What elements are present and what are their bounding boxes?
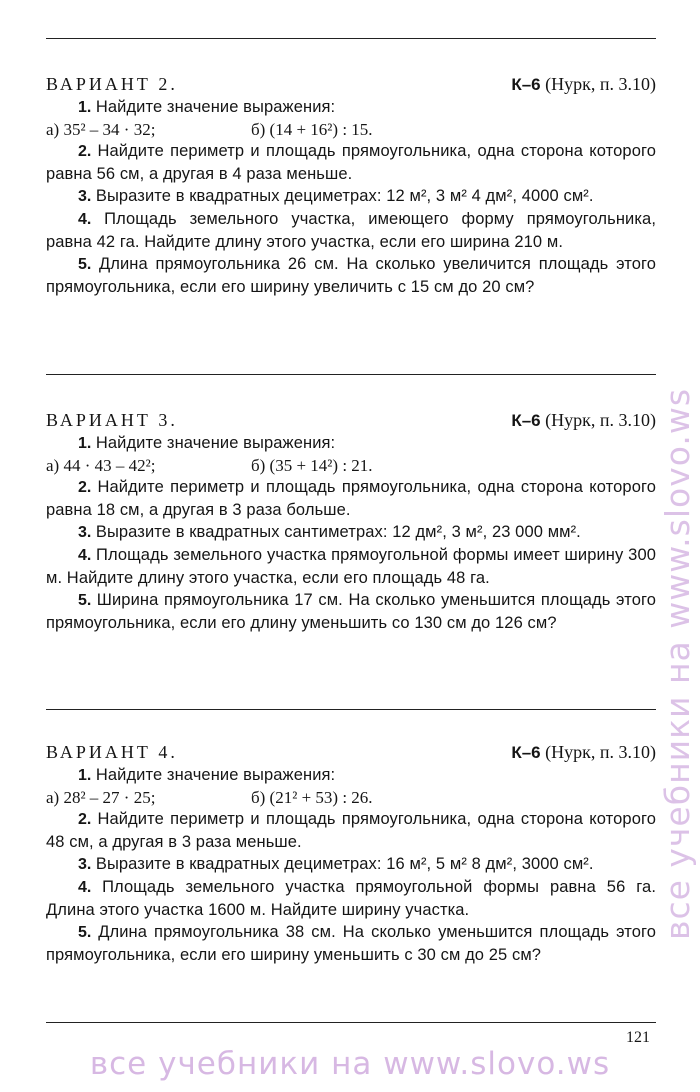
subtask-b: б) (35 + 14²) : 21. [251, 455, 373, 475]
task-number: 2. [78, 811, 92, 829]
task-1 [46, 432, 656, 455]
task-text: Длина прямоугольника 26 см. На сколько увеличится площадь этого прямоугольника, если его ширину увеличить с 15 см до 20 см? [46, 255, 657, 296]
task-number: 2. [78, 143, 92, 161]
subtasks [46, 119, 656, 141]
reference-source: (Нурк, п. 3.10) [540, 742, 656, 762]
variant-reference [511, 410, 656, 432]
variant-header [46, 74, 656, 96]
task-5 [46, 253, 656, 298]
task-text: Выразите в квадратных сантиметрах: 12 дм², 3 м², 23 000 мм². [95, 523, 581, 542]
task-number: 5. [78, 924, 92, 942]
task-2 [46, 808, 656, 853]
reference-source: (Нурк, п. 3.10) [540, 410, 656, 430]
task-5 [46, 921, 656, 966]
task-text: Найдите значение выражения: [95, 98, 336, 116]
page-number: 121 [626, 1029, 650, 1046]
subtask-a: а) 28² – 27 · 25; [46, 787, 156, 807]
task-4 [46, 544, 656, 589]
reference-source: (Нурк, п. 3.10) [540, 74, 656, 94]
subtask-b: б) (21² + 53) : 26. [251, 787, 373, 807]
top-rule [46, 38, 656, 39]
subtasks [46, 455, 656, 477]
bottom-rule [46, 1022, 656, 1023]
variant-4 [46, 742, 656, 966]
subtask-b: б) (14 + 16²) : 15. [251, 119, 373, 139]
task-text: Найдите значение выражения: [95, 766, 336, 784]
task-number: 4. [78, 546, 92, 564]
subtask-a: а) 35² – 34 · 32; [46, 119, 156, 139]
task-number: 2. [78, 479, 92, 497]
task-text: Выразите в квадратных дециметрах: 16 м², 5 м² 8 дм², 3000 см². [95, 855, 594, 874]
task-1 [46, 96, 656, 119]
task-5 [46, 589, 656, 634]
variant-title: ВАРИАНТ 2. [46, 74, 178, 94]
task-4 [46, 876, 656, 921]
task-number: 3. [78, 188, 92, 206]
variant-header [46, 742, 656, 764]
task-text: Найдите периметр и площадь прямоугольника, одна сторона которого равна 56 см, а другая в 4 раза меньше. [46, 142, 657, 183]
subtask-a: а) 44 · 43 – 42²; [46, 455, 156, 475]
task-1 [46, 764, 656, 787]
variant-title: ВАРИАНТ 4. [46, 742, 178, 762]
task-number: 1. [78, 99, 92, 116]
test-code: К–6 [511, 75, 541, 94]
task-text: Найдите периметр и площадь прямоугольника, одна сторона которого равна 18 см, а другая в 3 раза больше. [46, 478, 657, 519]
task-number: 5. [78, 592, 92, 610]
section-rule [46, 374, 656, 375]
task-number: 3. [78, 856, 92, 874]
watermark-side: все учебники на www.slovo.ws [658, 387, 697, 940]
task-number: 4. [78, 210, 92, 228]
watermark-bottom: все учебники на www.slovo.ws [89, 1046, 611, 1082]
task-text: Найдите значение выражения: [95, 434, 336, 452]
variant-reference [511, 742, 656, 764]
task-text: Длина прямоугольника 38 см. На сколько уменьшится площадь этого прямоугольника, если его ширину уменьшить с 30 см до 25 см? [46, 923, 657, 964]
task-3 [46, 185, 656, 208]
task-text: Площадь земельного участка прямоугольной формы имеет ширину 300 м. Найдите длину этого участка, если его площадь 48 га. [46, 545, 657, 587]
variant-3 [46, 410, 656, 634]
task-text: Выразите в квадратных дециметрах: 12 м², 3 м² 4 дм², 4000 см². [95, 187, 594, 206]
subtasks [46, 787, 656, 809]
task-text: Площадь земельного участка прямоугольной формы равна 56 га. Длина этого участка 1600 м. Найдите ширину участка. [46, 877, 657, 919]
task-text: Площадь земельного участка, имеющего форму прямоугольника, равна 42 га. Найдите длину этого участка, если его ширина 210 м. [46, 209, 657, 251]
task-number: 4. [78, 878, 92, 896]
test-code: К–6 [511, 743, 541, 762]
variant-title: ВАРИАНТ 3. [46, 410, 178, 430]
task-number: 1. [78, 767, 92, 784]
task-3 [46, 853, 656, 876]
task-2 [46, 476, 656, 521]
variant-reference [511, 74, 656, 96]
task-number: 1. [78, 435, 92, 452]
section-rule [46, 709, 656, 710]
task-3 [46, 521, 656, 544]
task-text: Найдите периметр и площадь прямоугольника, одна сторона которого 48 см, а другая в 3 раза меньше. [46, 810, 657, 851]
task-text: Ширина прямоугольника 17 см. На сколько уменьшится площадь этого прямоугольника, если его длину уменьшить со 130 см до 126 см? [46, 591, 656, 632]
task-4 [46, 208, 656, 253]
test-code: К–6 [511, 411, 541, 430]
variant-header [46, 410, 656, 432]
task-number: 5. [78, 256, 92, 274]
task-number: 3. [78, 524, 92, 542]
variant-2 [46, 74, 656, 298]
task-2 [46, 140, 656, 185]
